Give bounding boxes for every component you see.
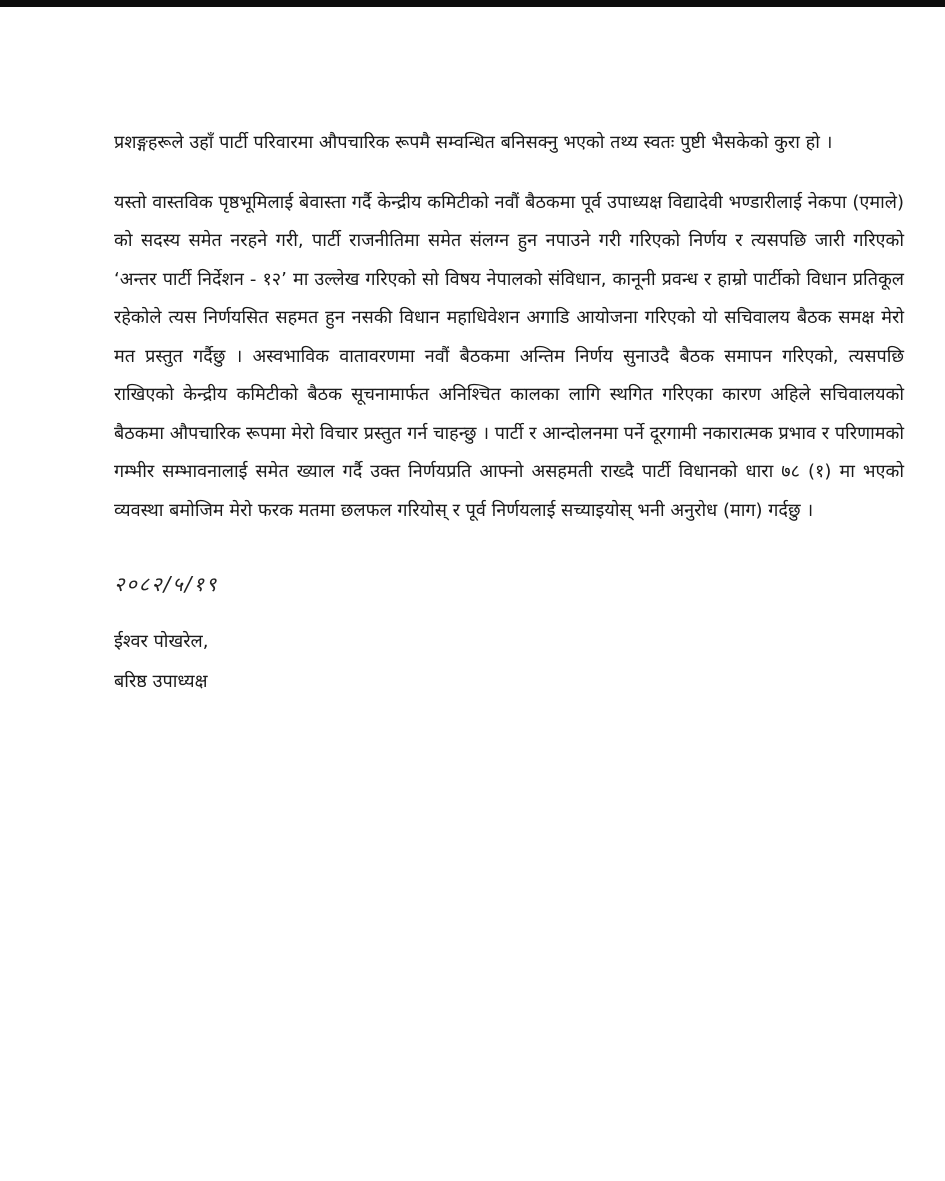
top-dark-edge xyxy=(0,0,945,7)
paragraph-intro: प्रशङ्गहरूले उहाँ पार्टी परिवारमा औपचारिक रूपमै सम्वन्धित बनिसक्नु भएको तथ्य स्वतः पुष्टी भैसकेको कुरा हो । xyxy=(114,132,833,153)
letter-page xyxy=(114,124,904,693)
handwritten-date: २०८२/५/१९ xyxy=(114,572,219,596)
paragraph-main: यस्तो वास्तविक पृष्ठभूमिलाई बेवास्ता गर्दै केन्द्रीय कमिटीको नवौं बैठकमा पूर्व उपाध्यक्ष विद्यादेवी भण्डारीलाई नेकपा (एमाले) को सदस्य समेत नरहने गरी, पार्टी राजनीतिमा समेत संलग्न हुन नपाउने गरी गरिएको निर्णय र त्यसपछि जारी गरिएको ‘अन्तर पार्टी निर्देशन - १२’ मा उल्लेख गरिएको सो विषय नेपालको संविधान, कानूनी प्रवन्ध र हाम्रो पार्टीको विधान प्रतिकूल रहेकोले त्यस निर्णयसित सहमत हुन नसकी विधान महाधिवेशन अगाडि आयोजना गरिएको यो सचिवालय बैठक समक्ष मेरो मत प्रस्तुत गर्दैछु । अस्वभाविक वातावरणमा नवौं बैठकमा अन्तिम निर्णय सुनाउदै बैठक समापन गरिएको, त्यसपछि राखिएको केन्द्रीय कमिटीको बैठक सूचनामार्फत अनिश्चित कालका लागि स्थगित गरिएका कारण अहिले सचिवालयको बैठकमा औपचारिक रूपमा मेरो विचार प्रस्तुत गर्न चाहन्छु । पार्टी र आन्दोलनमा पर्ने दूरगामी नकारात्मक प्रभाव र परिणामको गम्भीर सम्भावनालाई समेत ख्याल गर्दै उक्त निर्णयप्रति आफ्नो असहमती राख्दै पार्टी विधानको धारा ७८ (१) मा भएको व्यवस्था बमोजिम मेरो फरक मतमा छलफल गरियोस् र पूर्व निर्णयलाई सच्याइयोस् भनी अनुरोध (माग) गर्दछु । xyxy=(114,191,904,521)
signatory-name: ईश्वर पोखरेल, xyxy=(114,631,209,652)
signatory-title: बरिष्ठ उपाध्यक्ष xyxy=(114,671,208,692)
